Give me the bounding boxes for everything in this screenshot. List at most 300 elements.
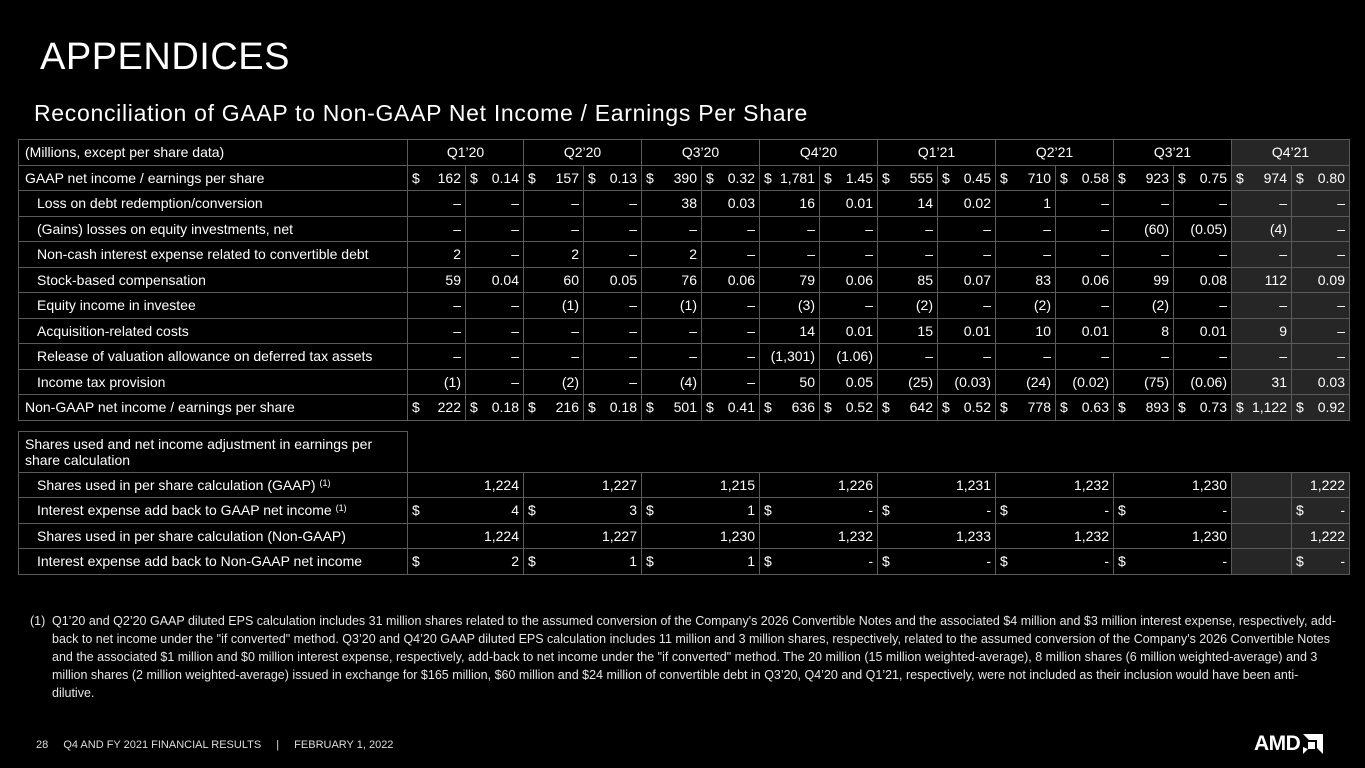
table-cell [1114, 395, 1174, 421]
currency-value [1178, 399, 1227, 415]
page-title: APPENDICES [40, 36, 290, 78]
amount: - [868, 502, 873, 519]
table-cell: 0.01 [820, 318, 878, 344]
column-header-label: (Millions, except per share data) [19, 140, 408, 166]
shares-row [19, 523, 1350, 549]
table-row [19, 318, 1350, 344]
currency-value [528, 553, 637, 569]
table-cell: – [1174, 191, 1232, 217]
table-cell [466, 165, 524, 191]
table-cell [466, 395, 524, 421]
column-header-quarter: Q3’20 [642, 140, 760, 166]
table-row [19, 165, 1350, 191]
column-header-quarter: Q4’20 [760, 140, 878, 166]
currency-value [588, 399, 637, 415]
shares-row [19, 549, 1350, 575]
amount: 0.73 [1199, 399, 1227, 416]
table-row [19, 293, 1350, 319]
row-label-text: Shares used in per share calculation (GAAP) [37, 476, 316, 493]
table-cell: 1,224 [408, 472, 524, 498]
currency-symbol: $ [588, 399, 596, 416]
table-cell: 0.01 [1056, 318, 1114, 344]
table-cell: – [820, 242, 878, 268]
table-cell: 76 [642, 267, 702, 293]
table-cell: – [1056, 293, 1114, 319]
table-cell [878, 395, 938, 421]
amount: 893 [1145, 399, 1169, 416]
table-cell: – [1174, 242, 1232, 268]
table-cell: – [1232, 344, 1292, 370]
currency-value [1000, 553, 1109, 569]
table-cell: – [702, 369, 760, 395]
currency-symbol: $ [882, 399, 890, 416]
table-cell: – [702, 344, 760, 370]
table-cell: – [702, 242, 760, 268]
currency-symbol: $ [1178, 169, 1186, 186]
amount: 0.18 [491, 399, 519, 416]
table-cell: – [1292, 344, 1350, 370]
table-cell [408, 165, 466, 191]
table-cell: 2 [408, 242, 466, 268]
table-cell [584, 165, 642, 191]
currency-symbol: $ [588, 169, 596, 186]
table-cell: 0.09 [1292, 267, 1350, 293]
currency-symbol: $ [882, 169, 890, 186]
table-cell [938, 165, 996, 191]
amount: - [1104, 553, 1109, 570]
currency-value [1236, 399, 1287, 415]
blank-cell [1232, 549, 1292, 575]
table-cell: 1,222 [1292, 472, 1350, 498]
currency-symbol: $ [1296, 502, 1304, 519]
currency-value [1060, 399, 1109, 415]
table-cell [996, 549, 1114, 575]
table-cell: 0.05 [820, 369, 878, 395]
table-cell [408, 395, 466, 421]
table-cell: (75) [1114, 369, 1174, 395]
currency-value [528, 170, 579, 186]
table-cell: 1 [996, 191, 1056, 217]
table-cell: – [642, 318, 702, 344]
table-cell: (2) [524, 369, 584, 395]
table-cell [938, 395, 996, 421]
currency-symbol: $ [528, 169, 536, 186]
amount: - [1222, 502, 1227, 519]
amount: - [1340, 502, 1345, 519]
table-cell: 2 [524, 242, 584, 268]
currency-symbol: $ [824, 169, 832, 186]
table-cell: 1,226 [760, 472, 878, 498]
currency-symbol: $ [706, 169, 714, 186]
table-cell: 60 [524, 267, 584, 293]
shares-row [19, 472, 1350, 498]
row-label-text: Interest expense add back to GAAP net income [37, 502, 332, 519]
currency-symbol: $ [528, 502, 536, 519]
table-cell: – [760, 216, 820, 242]
currency-symbol: $ [1060, 169, 1068, 186]
table-cell [524, 498, 642, 524]
table-cell: – [1292, 242, 1350, 268]
currency-value [1000, 399, 1051, 415]
table-cell [760, 165, 820, 191]
footnote-text: Q1’20 and Q2’20 GAAP diluted EPS calculation includes 31 million shares related to the assumed conversion of the Company's 2026 Convertible Notes and the associated $4 million and $3 million interest expense, respectively, add-back to net income under the "if converted" method. Q3’20 and Q4’20 GAAP diluted EPS calculation includes 11 million and 3 million shares, respectively, related to the assumed conversion of the Company's 2026 Convertible Notes and the associated $1 million and $0 million interest expense, respectively, add-back to net income under the "if converted" method. The 20 million (15 million weighted-average), 8 million shares (6 million weighted-average) and 3 million shares (2 million weighted-average) issued in exchange for $165 million, $60 million and $24 million of convertible debt in Q3’20, Q4’20 and Q1’21, respectively, were not included as their inclusion would have been anti-dilutive. [52, 614, 1336, 700]
currency-value [1060, 170, 1109, 186]
currency-symbol: $ [942, 169, 950, 186]
table-cell: – [1114, 242, 1174, 268]
table-cell: 1,215 [642, 472, 760, 498]
currency-value [412, 502, 519, 518]
amount: 0.75 [1199, 169, 1227, 186]
table-cell [760, 498, 878, 524]
table-cell: – [1232, 293, 1292, 319]
currency-value [764, 399, 815, 415]
shares-row [19, 498, 1350, 524]
table-cell: – [1292, 293, 1350, 319]
table-cell: (24) [996, 369, 1056, 395]
table-cell: – [878, 216, 938, 242]
table-cell [996, 395, 1056, 421]
table-cell: 1,227 [524, 523, 642, 549]
table-cell [1292, 165, 1350, 191]
table-cell: 0.07 [938, 267, 996, 293]
table-cell: – [524, 191, 584, 217]
table-cell [1232, 165, 1292, 191]
shares-section-header [19, 431, 1350, 472]
table-cell: 50 [760, 369, 820, 395]
currency-value [1178, 170, 1227, 186]
table-cell: (1) [642, 293, 702, 319]
column-header-quarter: Q3’21 [1114, 140, 1232, 166]
amount: 222 [437, 399, 461, 416]
row-label: Release of valuation allowance on deferred tax assets [19, 344, 408, 370]
table-cell [642, 549, 760, 575]
currency-symbol: $ [1236, 169, 1244, 186]
amount: 0.80 [1317, 169, 1345, 186]
currency-value [1296, 399, 1345, 415]
table-cell [760, 395, 820, 421]
table-cell [702, 165, 760, 191]
table-cell: (0.06) [1174, 369, 1232, 395]
table-cell: 0.06 [702, 267, 760, 293]
table-cell [408, 549, 524, 575]
table-cell: 2 [642, 242, 702, 268]
table-cell: – [996, 216, 1056, 242]
row-label [19, 549, 408, 575]
table-cell [642, 498, 760, 524]
currency-value [588, 170, 637, 186]
table-cell: – [878, 344, 938, 370]
currency-symbol: $ [764, 169, 772, 186]
table-cell: 59 [408, 267, 466, 293]
table-cell: – [466, 369, 524, 395]
currency-symbol: $ [412, 399, 420, 416]
column-header-quarter: Q2’21 [996, 140, 1114, 166]
table-cell: – [584, 216, 642, 242]
currency-value [646, 399, 697, 415]
table-row [19, 242, 1350, 268]
table-cell: – [1232, 242, 1292, 268]
amount: 0.92 [1317, 399, 1345, 416]
currency-value [1118, 399, 1169, 415]
currency-symbol: $ [764, 502, 772, 519]
table-cell: (2) [996, 293, 1056, 319]
table-cell: – [1056, 344, 1114, 370]
table-cell: – [760, 242, 820, 268]
currency-symbol: $ [528, 553, 536, 570]
row-label [19, 498, 408, 524]
currency-value [1118, 553, 1227, 569]
table-cell: 0.01 [1174, 318, 1232, 344]
currency-symbol: $ [706, 399, 714, 416]
table-cell: – [584, 293, 642, 319]
table-cell [702, 395, 760, 421]
table-cell: – [1292, 191, 1350, 217]
table-cell: – [524, 344, 584, 370]
amount: 0.13 [609, 169, 637, 186]
blank-cell [1232, 523, 1292, 549]
table-cell: – [408, 293, 466, 319]
currency-symbol: $ [764, 399, 772, 416]
footnote [30, 612, 1340, 702]
table-cell [1114, 165, 1174, 191]
currency-value [1296, 502, 1345, 518]
currency-value [1236, 170, 1287, 186]
table-cell: 1,230 [1114, 523, 1232, 549]
table-cell: (60) [1114, 216, 1174, 242]
amd-logo [1254, 733, 1323, 755]
currency-symbol: $ [1000, 553, 1008, 570]
table-cell: – [938, 344, 996, 370]
table-cell: 14 [760, 318, 820, 344]
currency-value [470, 399, 519, 415]
table-row [19, 191, 1350, 217]
footer-separator: | [276, 739, 280, 751]
amount: 923 [1145, 169, 1169, 186]
currency-value [412, 553, 519, 569]
currency-symbol: $ [1000, 399, 1008, 416]
table-cell [408, 498, 524, 524]
amount: 0.52 [845, 399, 873, 416]
table-cell: – [466, 242, 524, 268]
footnote-marker: (1) [30, 614, 46, 628]
table-cell: 14 [878, 191, 938, 217]
table-cell: 0.03 [702, 191, 760, 217]
table-cell: 10 [996, 318, 1056, 344]
table-cell: (0.05) [1174, 216, 1232, 242]
table-cell: (1.06) [820, 344, 878, 370]
reconciliation-table [18, 139, 1350, 575]
table-cell: 1,227 [524, 472, 642, 498]
currency-symbol: $ [824, 399, 832, 416]
amount: 1 [747, 553, 755, 570]
table-cell [1114, 549, 1232, 575]
row-label: Equity income in investee [19, 293, 408, 319]
currency-symbol: $ [1118, 399, 1126, 416]
currency-symbol: $ [470, 399, 478, 416]
row-label [19, 472, 408, 498]
currency-value [706, 399, 755, 415]
column-header-quarter: Q1’20 [408, 140, 524, 166]
row-label: (Gains) losses on equity investments, net [19, 216, 408, 242]
table-cell: – [702, 318, 760, 344]
amount: 1.45 [845, 169, 873, 186]
table-cell: – [642, 216, 702, 242]
table-cell: – [466, 293, 524, 319]
table-cell: (1,301) [760, 344, 820, 370]
table-row [19, 267, 1350, 293]
table-cell [1292, 395, 1350, 421]
table-cell: – [584, 242, 642, 268]
table-cell [760, 549, 878, 575]
table-cell [642, 395, 702, 421]
table-cell: 0.04 [466, 267, 524, 293]
currency-symbol: $ [412, 169, 420, 186]
table-cell: 1,232 [996, 472, 1114, 498]
currency-symbol: $ [1118, 553, 1126, 570]
currency-symbol: $ [646, 502, 654, 519]
table-cell: – [584, 344, 642, 370]
currency-symbol: $ [646, 169, 654, 186]
table-cell: 0.06 [1056, 267, 1114, 293]
currency-value [528, 399, 579, 415]
currency-value [942, 170, 991, 186]
row-label: Loss on debt redemption/conversion [19, 191, 408, 217]
table-cell: – [1174, 344, 1232, 370]
row-label-text: Interest expense add back to Non-GAAP net income [37, 553, 363, 570]
amount: 555 [909, 169, 933, 186]
currency-value [1118, 502, 1227, 518]
table-cell: 9 [1232, 318, 1292, 344]
table-row [19, 395, 1350, 421]
amd-arrow-icon [1303, 734, 1323, 754]
table-cell [1174, 165, 1232, 191]
currency-symbol: $ [1000, 169, 1008, 186]
table-cell: (1) [408, 369, 466, 395]
table-cell: 112 [1232, 267, 1292, 293]
row-label: GAAP net income / earnings per share [19, 165, 408, 191]
amount: - [1222, 553, 1227, 570]
table-cell: – [938, 216, 996, 242]
table-cell [642, 165, 702, 191]
table-cell: 1,231 [878, 472, 996, 498]
currency-symbol: $ [528, 399, 536, 416]
currency-value [1000, 170, 1051, 186]
spacer-cell [19, 420, 1350, 431]
table-cell: – [408, 216, 466, 242]
currency-value [528, 502, 637, 518]
table-cell: 85 [878, 267, 938, 293]
row-label: Income tax provision [19, 369, 408, 395]
table-cell: 8 [1114, 318, 1174, 344]
table-cell: – [408, 344, 466, 370]
table-cell: 0.05 [584, 267, 642, 293]
table-cell [878, 549, 996, 575]
currency-value [412, 170, 461, 186]
table-cell: 1,230 [642, 523, 760, 549]
currency-value [1296, 553, 1345, 569]
currency-symbol: $ [882, 553, 890, 570]
amount: 778 [1027, 399, 1051, 416]
table-cell: – [1114, 344, 1174, 370]
table-cell: (2) [878, 293, 938, 319]
page-footer [36, 739, 405, 751]
currency-symbol: $ [1296, 169, 1304, 186]
table-cell: 0.02 [938, 191, 996, 217]
table-cell: (4) [642, 369, 702, 395]
table-cell: – [938, 293, 996, 319]
table-row [19, 216, 1350, 242]
table-cell [584, 395, 642, 421]
table-cell: (1) [524, 293, 584, 319]
column-header-quarter: Q4’21 [1232, 140, 1350, 166]
amount: - [1104, 502, 1109, 519]
table-cell: 1,232 [996, 523, 1114, 549]
amount: 636 [791, 399, 815, 416]
amount: 0.52 [963, 399, 991, 416]
currency-value [706, 170, 755, 186]
table-cell: – [408, 191, 466, 217]
table-cell: – [1174, 293, 1232, 319]
table-cell: (25) [878, 369, 938, 395]
amount: 3 [629, 502, 637, 519]
table-cell: (4) [1232, 216, 1292, 242]
table-cell: – [466, 191, 524, 217]
currency-symbol: $ [1118, 169, 1126, 186]
table-cell: 16 [760, 191, 820, 217]
table-cell: – [584, 191, 642, 217]
table-cell: (0.02) [1056, 369, 1114, 395]
table-cell: – [584, 369, 642, 395]
amount: - [868, 553, 873, 570]
page-number: 28 [36, 739, 49, 751]
amount: 2 [511, 553, 519, 570]
table-cell: 0.03 [1292, 369, 1350, 395]
amount: 0.32 [727, 169, 755, 186]
currency-value [764, 502, 873, 518]
table-cell: 99 [1114, 267, 1174, 293]
currency-symbol: $ [1296, 553, 1304, 570]
table-cell: – [938, 242, 996, 268]
row-label [19, 523, 408, 549]
amount: 4 [511, 502, 519, 519]
document-title: Q4 AND FY 2021 FINANCIAL RESULTS [63, 739, 262, 751]
amount: - [986, 553, 991, 570]
currency-value [646, 502, 755, 518]
table-cell: – [996, 344, 1056, 370]
blank-cell [408, 431, 1350, 472]
currency-value [764, 170, 815, 186]
amount: 0.45 [963, 169, 991, 186]
table-cell: – [466, 344, 524, 370]
currency-symbol: $ [646, 553, 654, 570]
amount: 642 [909, 399, 933, 416]
table-cell: – [408, 318, 466, 344]
currency-value [412, 399, 461, 415]
blank-cell [1232, 498, 1292, 524]
row-label: Stock-based compensation [19, 267, 408, 293]
footnote-ref: (1) [335, 503, 347, 514]
currency-value [824, 170, 873, 186]
currency-value [824, 399, 873, 415]
currency-symbol: $ [646, 399, 654, 416]
amount: 1 [629, 553, 637, 570]
table-cell: (3) [760, 293, 820, 319]
table-cell: 79 [760, 267, 820, 293]
currency-value [882, 170, 933, 186]
blank-cell [1232, 472, 1292, 498]
amount: 501 [673, 399, 697, 416]
table-cell: 1,222 [1292, 523, 1350, 549]
